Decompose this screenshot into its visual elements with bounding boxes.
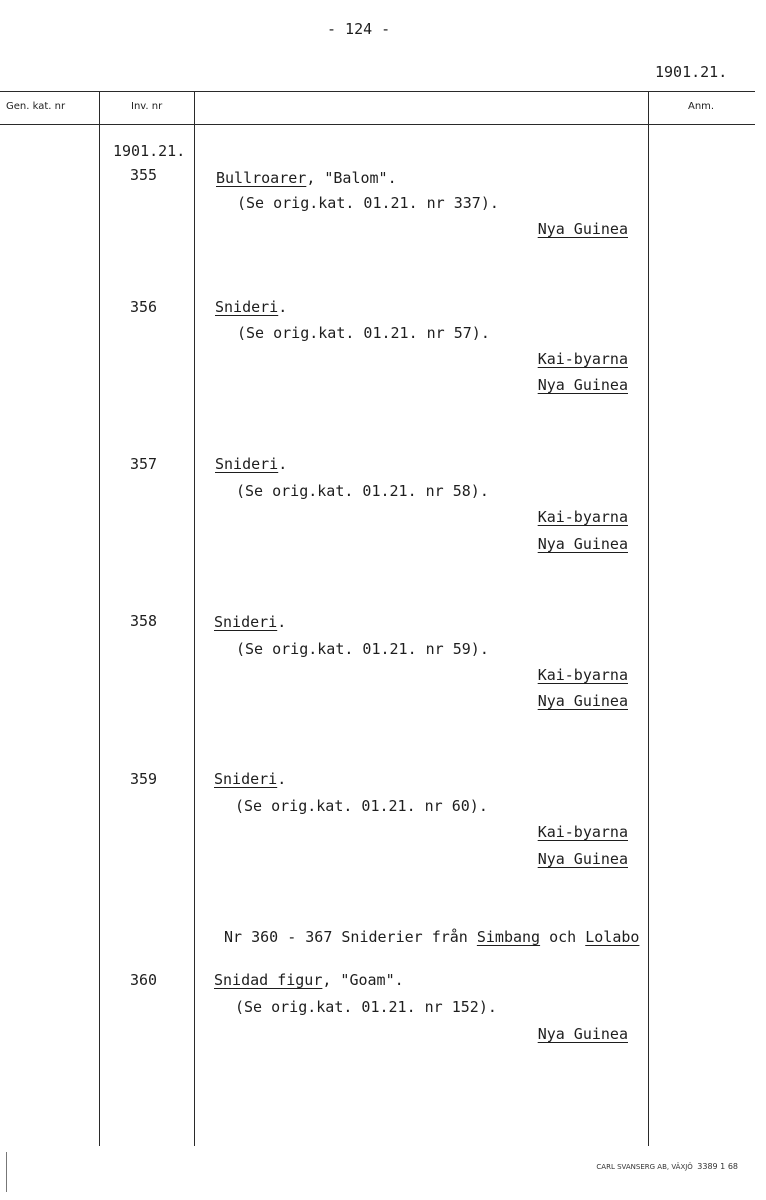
entry-place: Nya Guinea: [537, 850, 628, 868]
entry-title-rest: , "Goam".: [322, 971, 404, 989]
inv-number: 358: [130, 612, 158, 630]
group-note-prefix: Nr 360 - 367 Sniderier från: [224, 928, 477, 946]
entry-title-rest: .: [277, 613, 287, 631]
entry-place: Kai-byarna: [537, 508, 628, 526]
inv-number: 356: [130, 298, 158, 316]
entry-title-rest: , "Balom".: [306, 169, 397, 187]
column-header-inv-nr: Inv. nr: [131, 101, 163, 112]
binding-mark: [6, 1152, 7, 1192]
entry-reference: (Se orig.kat. 01.21. nr 152).: [235, 998, 497, 1016]
inv-number: 355: [130, 166, 158, 184]
entry-reference: (Se orig.kat. 01.21. nr 60).: [235, 797, 488, 815]
entry-place: Nya Guinea: [537, 535, 628, 553]
entry-title-rest: .: [278, 455, 288, 473]
group-note-middle: och: [540, 928, 586, 946]
entry-place: Kai-byarna: [537, 823, 628, 841]
entry-title-name: Bullroarer: [216, 169, 307, 187]
column-divider-inv-text: [194, 91, 195, 1146]
entry-title-name: Snideri: [215, 298, 279, 316]
header-catalog-code: 1901.21.: [655, 63, 728, 81]
header-top-rule: [0, 91, 755, 92]
group-note-place-lolabo: Lolabo: [585, 928, 640, 946]
printer-name: CARL SVANSERG AB, VÄXJÖ: [596, 1163, 693, 1171]
group-note: [224, 928, 639, 946]
inv-number: 359: [130, 770, 158, 788]
column-divider-text-anm: [648, 91, 649, 1146]
entry-title-name: Snidad figur: [214, 971, 323, 989]
entry-title-name: Snideri: [214, 770, 278, 788]
entry-reference: (Se orig.kat. 01.21. nr 59).: [236, 640, 489, 658]
printer-footer: [596, 1162, 738, 1171]
entry-title-rest: .: [277, 770, 287, 788]
entry-place: Nya Guinea: [537, 220, 628, 238]
entry-reference: (Se orig.kat. 01.21. nr 337).: [237, 194, 499, 212]
entry-title: [214, 613, 286, 631]
entry-title-rest: .: [278, 298, 288, 316]
entry-title-name: Snideri: [215, 455, 279, 473]
entry-title: [215, 298, 287, 316]
header-bottom-rule: [0, 124, 755, 125]
column-divider-gen-inv: [99, 91, 100, 1146]
entry-reference: (Se orig.kat. 01.21. nr 58).: [236, 482, 489, 500]
group-note-place-simbang: Simbang: [476, 928, 541, 946]
entry-title: [214, 971, 404, 989]
entry-title: [216, 169, 397, 187]
inv-number: 357: [130, 455, 158, 473]
entry-place: Kai-byarna: [537, 350, 628, 368]
entry-place: Nya Guinea: [537, 692, 628, 710]
inv-number: 360: [130, 971, 158, 989]
form-number: 3389 1 68: [697, 1162, 738, 1171]
entry-place: Kai-byarna: [537, 666, 628, 684]
entry-reference: (Se orig.kat. 01.21. nr 57).: [237, 324, 490, 342]
entry-title-name: Snideri: [214, 613, 278, 631]
entry-place: Nya Guinea: [537, 376, 628, 394]
entry-title: [215, 455, 287, 473]
page-number: - 124 -: [327, 20, 391, 38]
column-header-gen-kat-nr: Gen. kat. nr: [6, 101, 66, 112]
column-header-anm: Anm.: [688, 101, 715, 112]
section-catalog-code: 1901.21.: [113, 142, 186, 160]
entry-title: [214, 770, 286, 788]
entry-place: Nya Guinea: [537, 1025, 628, 1043]
